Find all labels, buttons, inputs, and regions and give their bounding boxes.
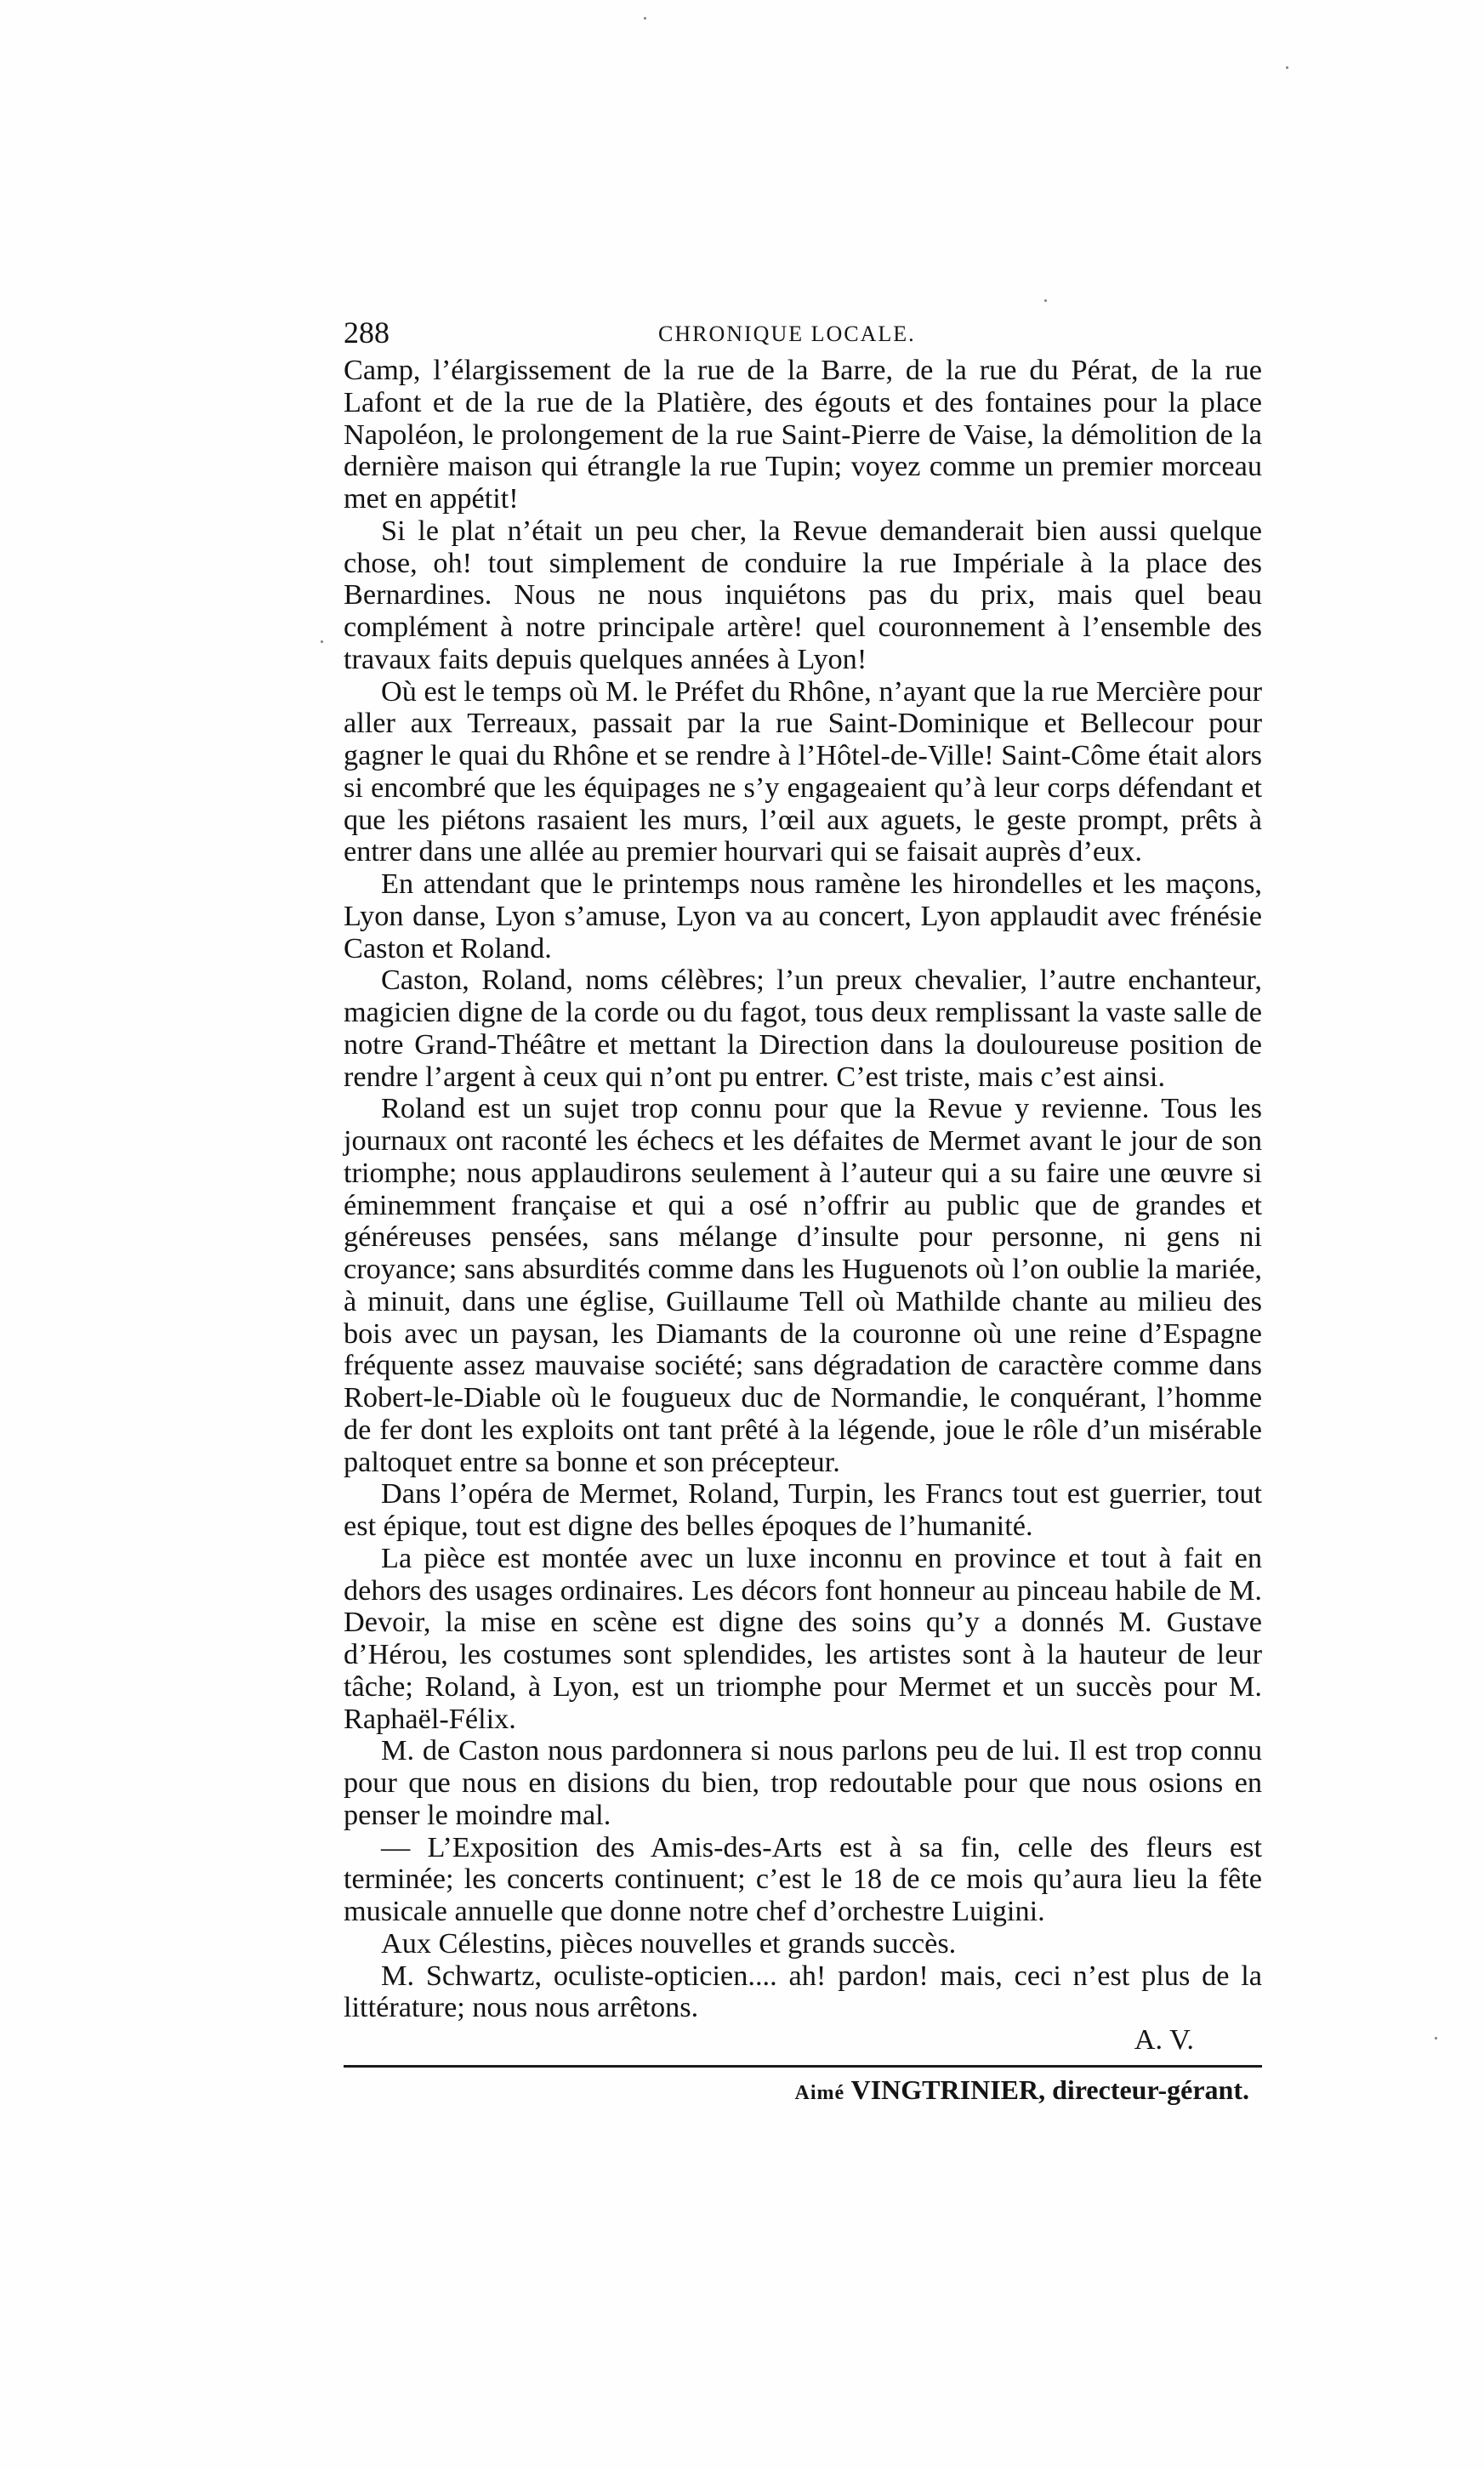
section-title: CHRONIQUE LOCALE. [658,321,916,346]
signature: A. V. [1134,2023,1194,2056]
paragraph: Dans l’opéra de Mermet, Roland, Turpin, les Francs tout est guerrier, tout est épique, tout est digne des belles époques de l’humanité. [344,1477,1262,1542]
paragraph: Aux Célestins, pièces nouvelles et grands succès. [381,1926,957,1960]
paragraph: Où est le temps où M. le Préfet du Rhône, n’ayant que la rue Mercière pour aller aux Terreaux, passait par la rue Saint-Dominique et Bellecour pour gagner le quai du Rhône et se rendre à l’Hôtel-de-Ville! Saint-Côme était alors si encombré que les équipages ne s’y engageaient qu’à leur corps défendant et que les piétons rasaient les murs, l’œil aux aguets, le geste prompt, prêts à entrer dans une allée au premier hourvari qui se faisait auprès d’eux. [344,674,1262,868]
closing-rule [344,2065,1262,2068]
paragraph: Si le plat n’était un peu cher, la Revue demanderait bien aussi quelque chose, oh! tout simplement de conduire la rue Impériale à la place des Bernardines. Nous ne nous inquiétons pas du prix, mais quel beau complément à notre principale artère! quel couronnement à l’ensemble des travaux faits depuis quelques années à Lyon! [344,514,1262,675]
paragraph: M. Schwartz, oculiste-opticien.... ah! pardon! mais, ceci n’est plus de la littérature; nous nous arrêtons. [344,1959,1262,2024]
paper-speck [321,640,323,643]
article-body [344,355,1262,2057]
text-column [344,310,1262,2110]
imprint-first-name: Aimé [794,2082,845,2104]
paragraph: En attendant que le printemps nous ramène les hirondelles et les maçons, Lyon danse, Lyon s’amuse, Lyon va au concert, Lyon applaudit avec frénésie Caston et Roland. [344,868,1262,964]
paragraph: M. de Caston nous pardonnera si nous parlons peu de lui. Il est trop connu pour que nous en disions du bien, trop redoutable pour que nous osions en penser le moindre mal. [344,1734,1262,1831]
paper-speck [644,17,646,20]
paragraph: Camp, l’élargissement de la rue de la Barre, de la rue du Pérat, de la rue Lafont et de la rue de la Platière, des égouts et des fontaines pour la place Napoléon, le prolongement de la rue Saint-Pierre de Vaise, la démolition de la dernière maison qui étrangle la rue Tupin; voyez comme un premier morceau met en appétit! [344,354,1262,515]
running-head [344,310,1262,355]
paragraph: — L’Exposition des Amis-des-Arts est à sa fin, celle des fleurs est terminée; les concerts continuent; c’est le 18 de ce mois qu’aura lieu la fête musicale annuelle que donne notre chef d’orchestre Luigini. [344,1830,1262,1927]
paper-speck [1044,299,1047,302]
paper-speck [1435,2037,1437,2039]
imprint-role: directeur-gérant. [1052,2074,1249,2105]
page-number: 288 [344,316,389,350]
imprint [344,2073,1262,2110]
imprint-surname: VINGTRINIER, [850,2074,1046,2105]
signature-line [344,2024,1262,2057]
paper-speck [1286,66,1288,69]
paragraph: La pièce est montée avec un luxe inconnu en province et tout à fait en dehors des usages ordinaires. Les décors font honneur au pinceau habile de M. Devoir, la mise en scène est digne des soins qu’y a donnés M. Gustave d’Hérou, les costumes sont splendides, les artistes sont à la hauteur de leur tâche; Roland, à Lyon, est un triomphe pour Mermet et un succès pour M. Raphaël-Félix. [344,1541,1262,1735]
paragraph: Roland est un sujet trop connu pour que la Revue y revienne. Tous les journaux ont raconté les échecs et les défaites de Mermet avant le jour de son triomphe; nous applaudirons seulement à l’auteur qui a su faire une œuvre si éminemment française et qui a osé n’offrir au public que de grandes et généreuses pensées, sans mélange d’insulte pour personne, ni gens ni croyance; sans absurdités comme dans les Huguenots où l’on oublie la mariée, à minuit, dans une église, Guillaume Tell où Mathilde chante au milieu des bois avec un paysan, les Diamants de la couronne où une reine d’Espagne fréquente assez mauvaise société; sans dégradation de caractère comme dans Robert-le-Diable où le fougueux duc de Normandie, le conquérant, l’homme de fer dont les exploits ont tant prêté à la légende, joue le rôle d’un misérable paltoquet entre sa bonne et son précepteur. [344,1092,1262,1478]
paragraph: Caston, Roland, noms célèbres; l’un preux chevalier, l’autre enchanteur, magicien digne de la corde ou du fagot, tous deux remplissant la vaste salle de notre Grand-Théâtre et mettant la Direction dans la douloureuse position de rendre l’argent à ceux qui n’ont pu entrer. C’est triste, mais c’est ainsi. [344,964,1262,1093]
